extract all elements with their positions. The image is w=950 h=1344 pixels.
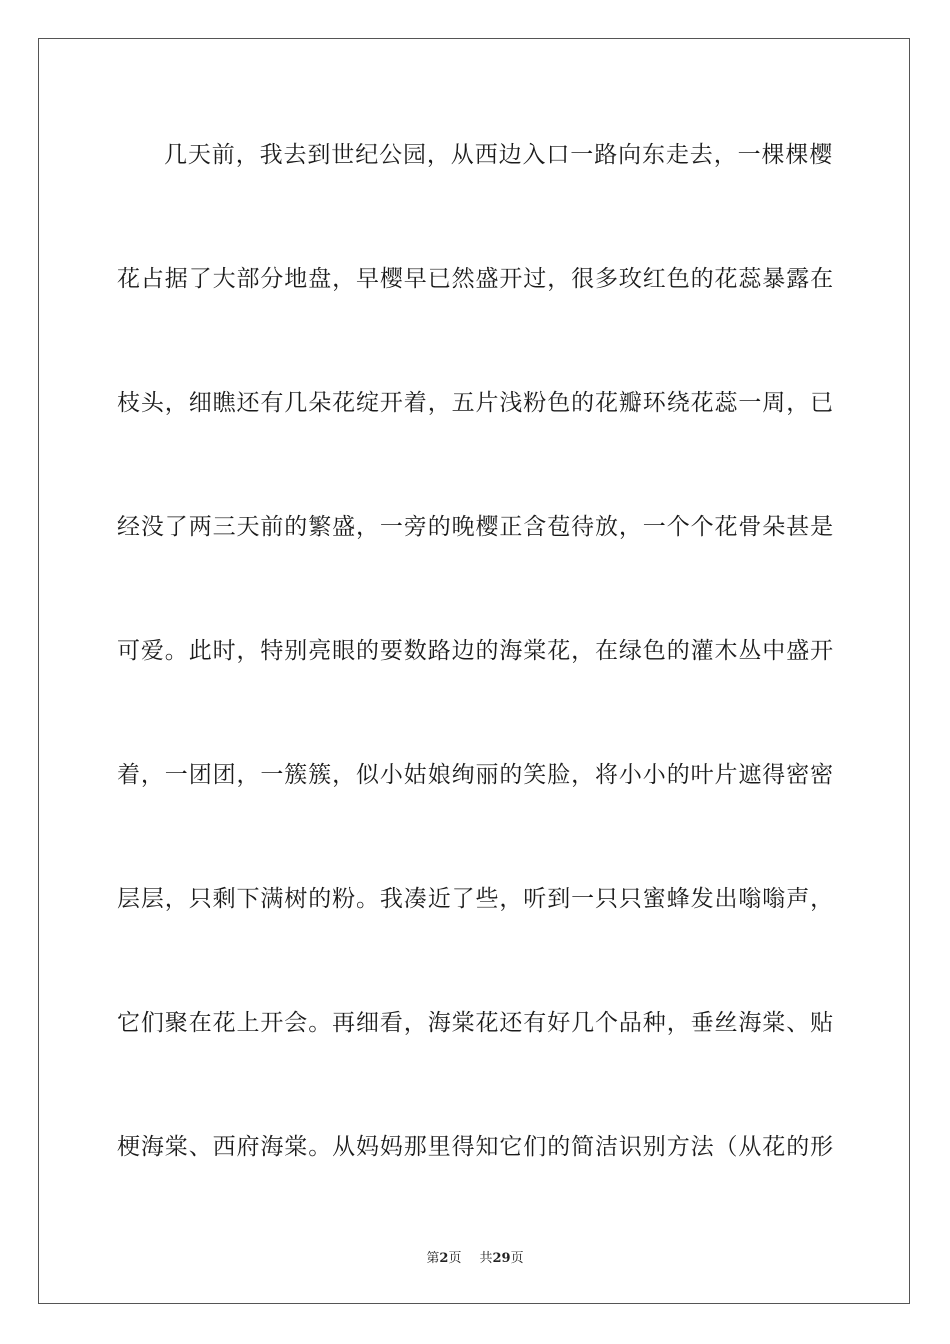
- page-footer: [0, 1247, 950, 1266]
- text-line-2: 花占据了大部分地盘，早樱早已然盛开过，很多玫红色的花蕊暴露在: [117, 266, 834, 292]
- text-line-6: 着，一团团，一簇簇，似小姑娘绚丽的笑脸，将小小的叶片遮得密密: [117, 762, 834, 788]
- text-line-4: 经没了两三天前的繁盛，一旁的晚樱正含苞待放，一个个花骨朵甚是: [117, 514, 834, 540]
- current-page-number: 2: [439, 1251, 449, 1266]
- text-line-9: 梗海棠、西府海棠。从妈妈那里得知它们的简洁识别方法（从花的形: [117, 1134, 834, 1160]
- total-page-count: 29: [492, 1251, 511, 1266]
- text-line-7: 层层，只剩下满树的粉。我凑近了些，听到一只只蜜蜂发出嗡嗡声，: [117, 886, 834, 912]
- text-line-3: 枝头，细瞧还有几朵花绽开着，五片浅粉色的花瓣环绕花蕊一周，已: [117, 390, 834, 416]
- page-number-label: 第2页: [426, 1251, 462, 1266]
- total-pages-label: 共29页: [479, 1251, 524, 1266]
- text-line-1: 几天前，我去到世纪公园，从西边入口一路向东走去，一棵棵樱: [164, 142, 834, 168]
- text-line-5: 可爱。此时，特别亮眼的要数路边的海棠花，在绿色的灌木丛中盛开: [117, 638, 834, 664]
- document-body: [117, 124, 833, 1240]
- text-line-8: 它们聚在花上开会。再细看，海棠花还有好几个品种，垂丝海棠、贴: [117, 1010, 834, 1036]
